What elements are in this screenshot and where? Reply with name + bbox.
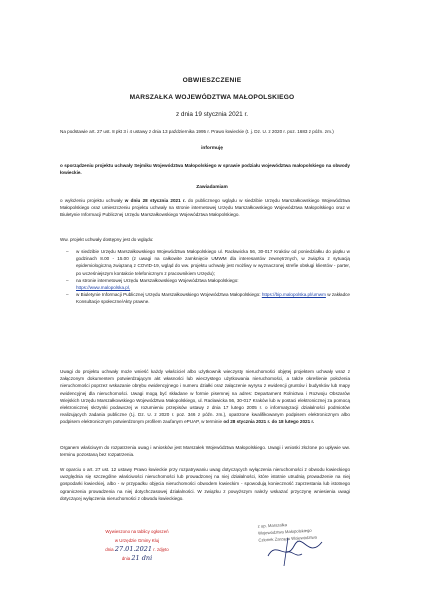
available-intro: Ww. projekt uchwały dostępny jest do wglądu: xyxy=(60,237,154,242)
authority-paragraph: Organem właściwym do rozpatrzenia uwag i wniosków jest Marszałek Województwa Małopolskiego. Uwagi i wnioski złożone po upływie ww. terminu pozostaną bez rozpatrzenia. xyxy=(60,445,350,458)
handwritten-signature xyxy=(262,532,332,572)
handwritten-days: 21 dni xyxy=(131,554,153,562)
subject-paragraph: o sporządzeniu projektu uchwały Sejmiku Województwa Małopolskiego w sprawie podziału województwa małopolskiego na obwody łowieckie. xyxy=(60,163,350,176)
website-availability: na stronie internetowej Urzędu Marszałkowskiego Województwa Małopolskiego: xyxy=(76,277,239,283)
stamp-removed-label: r. zdjęto xyxy=(153,547,169,552)
stamp-date-label: dnia xyxy=(105,547,114,552)
dash-bullet: – xyxy=(66,249,69,254)
legal-basis: Na podstawie art. 27 ust. 8 pkt 3 i 4 ustawy z dnia 13 października 1995 r. Prawo łowieckie (t. j. Dz. U. z 2020 r. poz. 1683 z późn. zm.) xyxy=(60,129,334,134)
posting-date: w dniu 28 stycznia 2021 r. xyxy=(124,198,186,203)
section12-paragraph: W oparciu o art. 27 ust. 12 ustawy Prawo łowieckie przy rozpatrywaniu uwag dotyczących wyłączenia nieruchomości z obwodu łowieckiego uwzględnia się szczególne właściwości nieruchomości lub prowadzonej na niej działalności, które istotnie utrudnią prowadzenie na niej gospodarki łowieckiej, albo - w przypadku objęcia nieruchomości obwodem łowieckim - spowodują konieczność zaprzestania lub istotnego ograniczenia prowadzenia na niej dotychczasowej działalności. W związku z powyższym należy wskazać przyczynę wniesienia uwagi dotyczącej wyłączenia nieruchomości z obwodu łowieckiego. xyxy=(60,467,350,501)
availability-list xyxy=(60,248,350,306)
office-availability: w siedzibie Urzędu Marszałkowskiego Województwa Małopolskiego ul. Racławicka 56, 30-017 Kraków od poniedziałku do piątku w godzinach 8.00 - 15.00 (z uwagi na całkowite zamknięcie UMWM dla interesantów zewnętrznych, w związku z sytuacją epidemiologiczną związaną z COVID-19, wgląd do ww. projektu uchwały jest możliwy w wyznaczonej strefie obsługi klientów - parter, po wcześniejszym kontakcie telefonicznym z pracownikiem Urzędu); xyxy=(76,249,350,276)
signature-stamp-line-1: z up. Marszałka xyxy=(257,522,288,529)
comments-paragraph xyxy=(60,368,350,426)
bip-availability: w Biuletynie Informacji Publicznej Urzędu Marszałkowskiego Województwa Małopolskiego: xyxy=(76,292,261,298)
zawiadamiam-heading: Zawiadamiam xyxy=(196,185,228,190)
list-item xyxy=(60,277,350,291)
signature-stamp-line-3: Członek Zarządu Województwa xyxy=(258,534,318,543)
stamp-line-2: w Urzędzie Gminy Kluj xyxy=(114,538,160,543)
stamp-line-4 xyxy=(82,554,192,563)
signature-stamp-line-2: Województwa Małopolskiego xyxy=(257,527,312,536)
list-item xyxy=(60,248,350,277)
handwritten-date: 27.01.2021 xyxy=(114,545,153,553)
list-item xyxy=(60,291,350,305)
document-date: z dnia 19 stycznia 2021 r. xyxy=(175,111,249,118)
comments-text: Uwagi do projektu uchwały może wnieść każdy właściciel albo użytkownik wieczysty nieruchomości objętej projektem uchwały wraz z załączonym dokumentem potwierdzającym akt własności lub wieczystego użytkowania nieruchomości, a także określenie położenia nieruchomości poprzez wskazanie obrębu ewidencyjnego i numeru działki oraz załączenie wyrysu z ewidencji gruntów i budynków lub mapy ewidencyjnej dla nieruchomości. Uwagi mogą być składane w formie pisemnej na adres: Departament Rolnictwa i Rozwoju Obszarów Wiejskich Urzędu Marszałkowskiego Województwa Małopolskiego, ul. Racławicka 56, 30-017 Kraków lub w postaci elektronicznej za pomocą elektronicznej skrzynki podawczej w rozumieniu przepisów ustawy z dnia 17 lutego 2005 r. o informatyzacji działalności podmiotów realizujących zadania publiczne (t.j. Dz. U. z 2020 r. poz. 346 z późn. zm.), opatrzone kwalifikowanym podpisem elektronicznym albo podpisem elektronicznym potwierdzonym profilem zaufanym ePUAP, w terminie xyxy=(60,369,350,425)
bip-link[interactable]: https://bip.malopolska.pl/umwm xyxy=(261,292,326,298)
issuing-authority: MARSZAŁKA WOJEWÓDZTWA MAŁOPOLSKIEGO xyxy=(129,94,295,101)
posting-paragraph xyxy=(60,197,350,219)
stamp-line-1: Wywieszono na tablicy ogłoszeń xyxy=(105,529,169,534)
stamp-date-label-2: dnia xyxy=(121,556,131,561)
informuje-heading: informuję xyxy=(201,146,223,151)
comments-deadline: od 28 stycznia 2021 r. do 18 lutego 2021 r. xyxy=(223,419,315,425)
posting-text-1: o wyłożeniu projektu uchwały xyxy=(60,198,125,203)
website-link[interactable]: https://www.malopolska.pl, xyxy=(76,285,131,291)
dash-bullet: – xyxy=(66,277,69,283)
dash-bullet: – xyxy=(66,292,69,298)
posting-text-2: do publicznego wglądu w siedzibie Urzędu Marszałkowskiego Województwa Małopolskiego oraz umieszczeniu projektu uchwały na stronie internetowej Urzędu Marszałkowskiego Województwa Małopolskiego oraz w Biuletynie Informacji Publicznej Urzędu Marszałkowskiego Województwa Małopolskiego. xyxy=(60,198,350,218)
document-title: OBWIESZCZENIE xyxy=(182,77,242,84)
posting-stamp xyxy=(82,527,192,563)
bip-suffix: w zakładce Konsultacje społeczne/Akty prawne. xyxy=(76,292,350,305)
stamp-line-3 xyxy=(82,545,192,554)
